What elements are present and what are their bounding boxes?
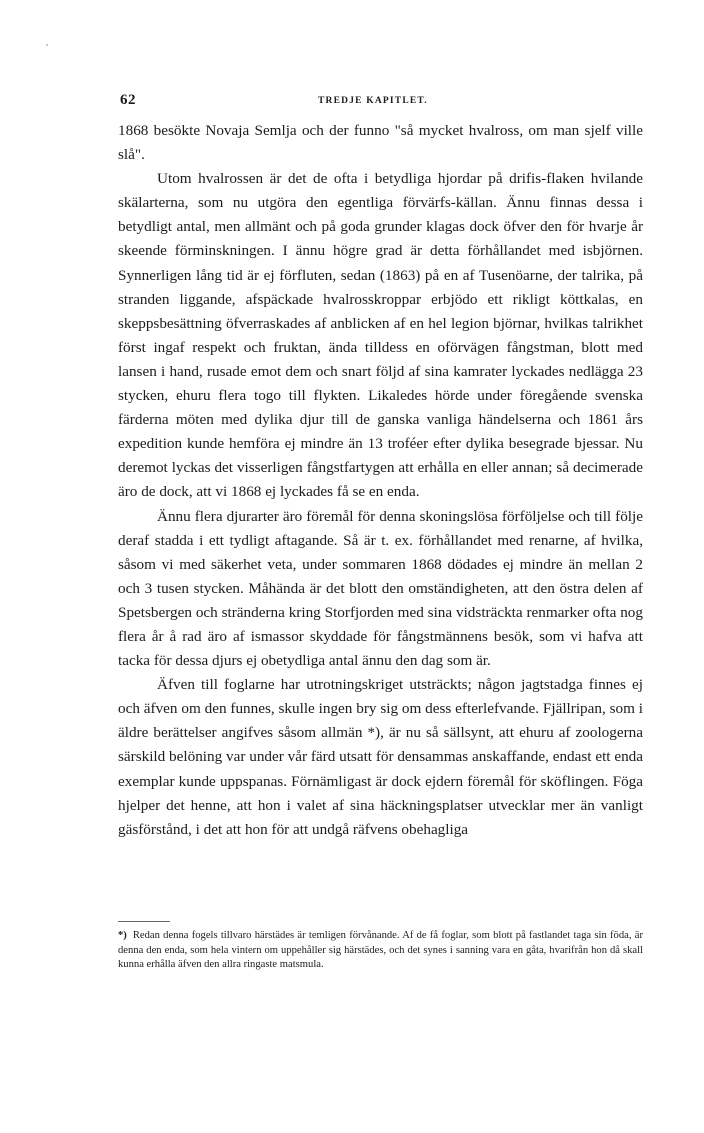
footnote [118, 929, 643, 973]
paragraph-2: Utom hvalrossen är det de ofta i betydliga hjordar på drifis-flaken hvilande skälarterna, som nu utgöra den egentliga förvärfs-källan. Ännu finnas dessa i betydligt antal, men allmänt och på goda grunder klagas dock öfver den för hvarje år skeende förminskningen. I ännu högre grad är detta förhållandet med isbjörnen. Synnerligen lång tid är ej förfluten, sedan (1863) på en af Tusenöarne, der talrika, på stranden liggande, afspäckade hvalrosskroppar erbjödo ett rikligt köttkalas, en skeppsbesättning öfverraskades af anblicken af en hel legion björnar, hvilkas talrikhet först ingaf respekt och fruktan, ända tilldess en oförvägen fångstman, blott med lansen i hand, rusade emot dem och snart följd af sina kamrater lyckades nedlägga 23 stycken, ehuru flera togo till flykten. Likaledes hörde under föregående svenska färderna möten med dylika djur till de ganska vanliga händelserna och 1861 års expedition kunde hemföra ej mindre än 13 troféer efter dylika besegrade bjessar. Nu deremot lyckas det visserligen fångstfartygen att erhålla en eller annan; så decimerade äro de dock, att vi 1868 ej lyckades få se en enda. [118, 170, 643, 501]
paragraph-4: Äfven till foglarne har utrotningskriget utsträckts; någon jagtstadga finnes ej och äfven om den funnes, skulle ingen bry sig om dess efterlefvande. Fjällripan, som i äldre berättelser angifves såsom allmän *), är nu så sällsynt, att ehuru af zoologerna särskild belöning var under vår färd utsatt för densammas anskaffande, endast ett enda exemplar kunde uppspanas. Förnämligast är dock ejdern föremål för sköflingen. Föga hjelper det henne, att hon i valet af sina häckningsplatser utvecklar mer än vanligt gäsförstånd, i det att hon för att undgå räfvens obehagliga [118, 676, 643, 838]
footnote-marker: *) [118, 930, 127, 941]
paragraph-1-continued: 1868 besökte Novaja Semlja och der funno "så mycket hvalross, om man sjelf ville slå". [118, 122, 643, 164]
footnote-text: Redan denna fogels tillvaro härstädes är temligen förvånande. Af de få foglar, som blott på fastlandet taga sin föda, är denna den enda, som hela vintern om uppehåller sig härstädes, och det synes i sanning vara en gåta, hvarifrån hon då skall kunna erhålla äfven den allra ringaste matsmula. [118, 930, 643, 971]
footnote-rule [118, 921, 170, 922]
page-number: 62 [120, 92, 136, 108]
body-text [118, 119, 643, 842]
paper-speck [46, 44, 48, 46]
paragraph-3: Ännu flera djurarter äro föremål för denna skoningslösa förföljelse och till följe deraf stadda i ett tydligt aftagande. Så är t. ex. förhållandet med renarne, af hvilka, såsom vi med säkerhet veta, under sommaren 1868 dödades ej mindre än mellan 2 och 3 tusen stycken. Måhända är det blott den omständigheten, att den östra delen af Spetsbergen och stränderna kring Storfjorden med sina vidsträckta renmarker ofta nog flera år å rad äro af ismassor skyddade för fångstmännens besök, som vi hafva att tacka för dessa djurs ej obetydliga antal ännu den dag som är. [118, 507, 643, 670]
running-head: TREDJE KAPITLET. [318, 96, 428, 106]
page-header [120, 92, 641, 112]
